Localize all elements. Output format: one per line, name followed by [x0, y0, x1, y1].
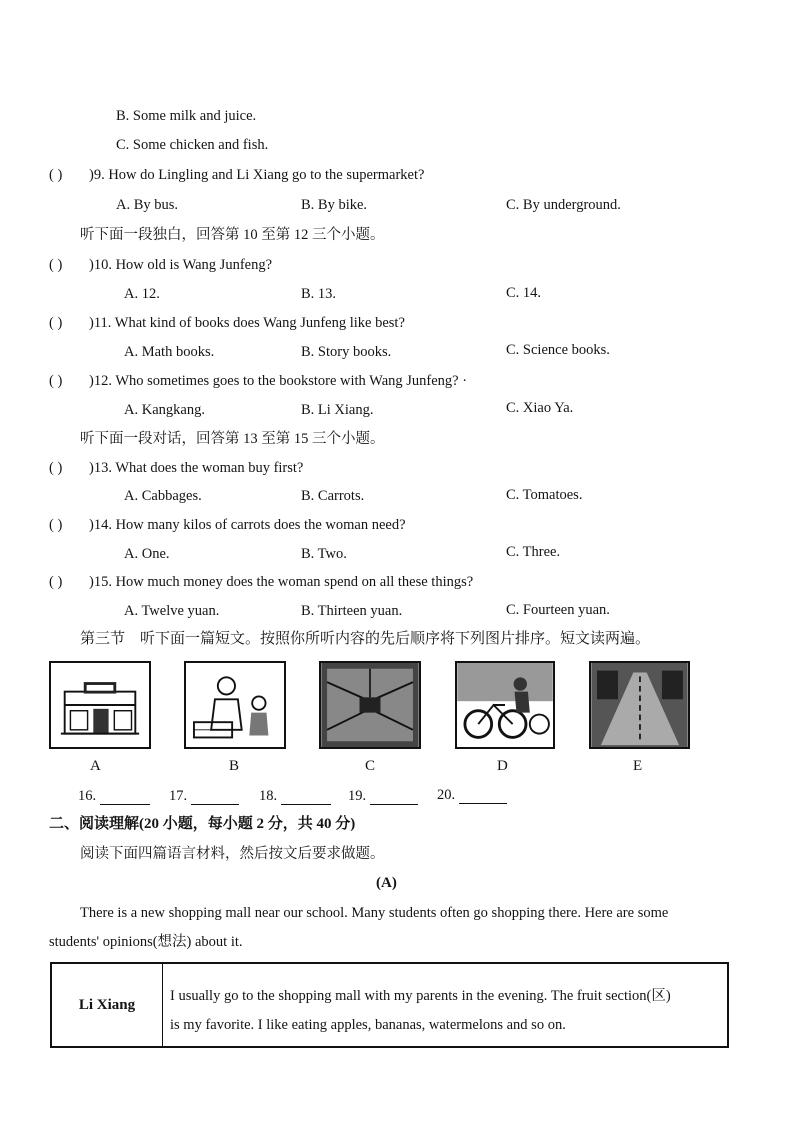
q13-option-c: C. Tomatoes. — [506, 487, 583, 503]
q15-option-b: B. Thirteen yuan. — [301, 603, 403, 619]
answer-paren[interactable]: ( ) — [49, 315, 63, 331]
passage-intro-line2: students' opinions(想法) about it. — [49, 934, 243, 950]
answer-paren[interactable]: ( ) — [49, 574, 63, 590]
question-13: )13. What does the woman buy first? — [89, 460, 304, 476]
answer-paren[interactable]: ( ) — [49, 517, 63, 533]
q13-option-b: B. Carrots. — [301, 488, 365, 504]
answer-paren[interactable]: ( ) — [49, 373, 63, 389]
q14-option-c: C. Three. — [506, 544, 561, 560]
question-9: )9. How do Lingling and Li Xiang go to the supermarket? — [89, 167, 425, 183]
instruction-13-15: 听下面一段对话，回答第 13 至第 15 三个小题。 — [80, 431, 385, 447]
bicycle-icon — [457, 663, 553, 747]
picture-e-street — [589, 661, 690, 749]
answer-blank-18[interactable]: 18. — [259, 787, 331, 805]
question-15: )15. How much money does the woman spend on all these things? — [89, 574, 474, 590]
answer-blank-16[interactable]: 16. — [78, 787, 150, 805]
q12-option-a: A. Kangkang. — [124, 402, 205, 418]
student-name: Li Xiang — [52, 964, 163, 1046]
question-14: )14. How many kilos of carrots does the woman need? — [89, 517, 406, 533]
passage-intro-line1: There is a new shopping mall near our school. Many students often go shopping there. Here are some — [80, 905, 669, 921]
student-opinion — [170, 982, 725, 1040]
q8-option-c: C. Some chicken and fish. — [116, 137, 269, 153]
answer-paren[interactable]: ( ) — [49, 460, 63, 476]
reading-heading: 二、阅读理解(20 小题，每小题 2 分，共 40 分) — [49, 816, 356, 832]
q9-option-a: A. By bus. — [116, 197, 179, 213]
q9-option-b: B. By bike. — [301, 197, 368, 213]
answer-blank-20[interactable]: 20. — [437, 786, 507, 804]
street-icon — [591, 663, 688, 747]
picture-a-supermarket — [49, 661, 151, 749]
q10-option-a: A. 12. — [124, 286, 160, 302]
q14-option-a: A. One. — [124, 546, 170, 562]
picture-label-b: B — [229, 758, 240, 774]
q11-option-a: A. Math books. — [124, 344, 215, 360]
question-12: )12. Who sometimes goes to the bookstore with Wang Junfeng? · — [89, 373, 468, 389]
answer-blank-19[interactable]: 19. — [348, 787, 418, 805]
picture-b-shopping — [184, 661, 286, 749]
q10-option-c: C. 14. — [506, 285, 542, 301]
q11-option-c: C. Science books. — [506, 342, 610, 358]
q8-option-b: B. Some milk and juice. — [116, 108, 257, 124]
opinion-line2: is my favorite. I like eating apples, bananas, watermelons and so on. — [170, 1017, 566, 1033]
q11-option-b: B. Story books. — [301, 344, 392, 360]
reading-instruction: 阅读下面四篇语言材料，然后按文后要求做题。 — [80, 846, 385, 862]
q12-option-b: B. Li Xiang. — [301, 402, 374, 418]
answer-blank-17[interactable]: 17. — [169, 787, 239, 805]
q15-option-c: C. Fourteen yuan. — [506, 602, 610, 618]
picture-label-a: A — [90, 758, 101, 774]
instruction-10-12: 听下面一段独白，回答第 10 至第 12 三个小题。 — [80, 227, 385, 243]
store-icon — [51, 663, 149, 747]
passage-label: (A) — [376, 875, 397, 891]
picture-label-e: E — [633, 758, 643, 774]
q9-option-c: C. By underground. — [506, 197, 621, 213]
opinion-table — [50, 962, 729, 1048]
answer-paren[interactable]: ( ) — [49, 167, 63, 183]
people-icon — [186, 663, 284, 747]
picture-label-c: C — [365, 758, 376, 774]
picture-c-hall — [319, 661, 421, 749]
answer-paren[interactable]: ( ) — [49, 257, 63, 273]
question-10: )10. How old is Wang Junfeng? — [89, 257, 273, 273]
q14-option-b: B. Two. — [301, 546, 347, 562]
building-interior-icon — [321, 663, 419, 747]
q15-option-a: A. Twelve yuan. — [124, 603, 220, 619]
q10-option-b: B. 13. — [301, 286, 337, 302]
section3-instruction: 第三节 听下面一篇短文。按照你所听内容的先后顺序将下列图片排序。短文读两遍。 — [80, 631, 651, 647]
q12-option-c: C. Xiao Ya. — [506, 400, 574, 416]
opinion-line1: I usually go to the shopping mall with my parents in the evening. The fruit section(区) — [170, 988, 671, 1004]
q13-option-a: A. Cabbages. — [124, 488, 202, 504]
question-11: )11. What kind of books does Wang Junfeng like best? — [89, 315, 405, 331]
picture-d-bikes — [455, 661, 555, 749]
picture-label-d: D — [497, 758, 508, 774]
